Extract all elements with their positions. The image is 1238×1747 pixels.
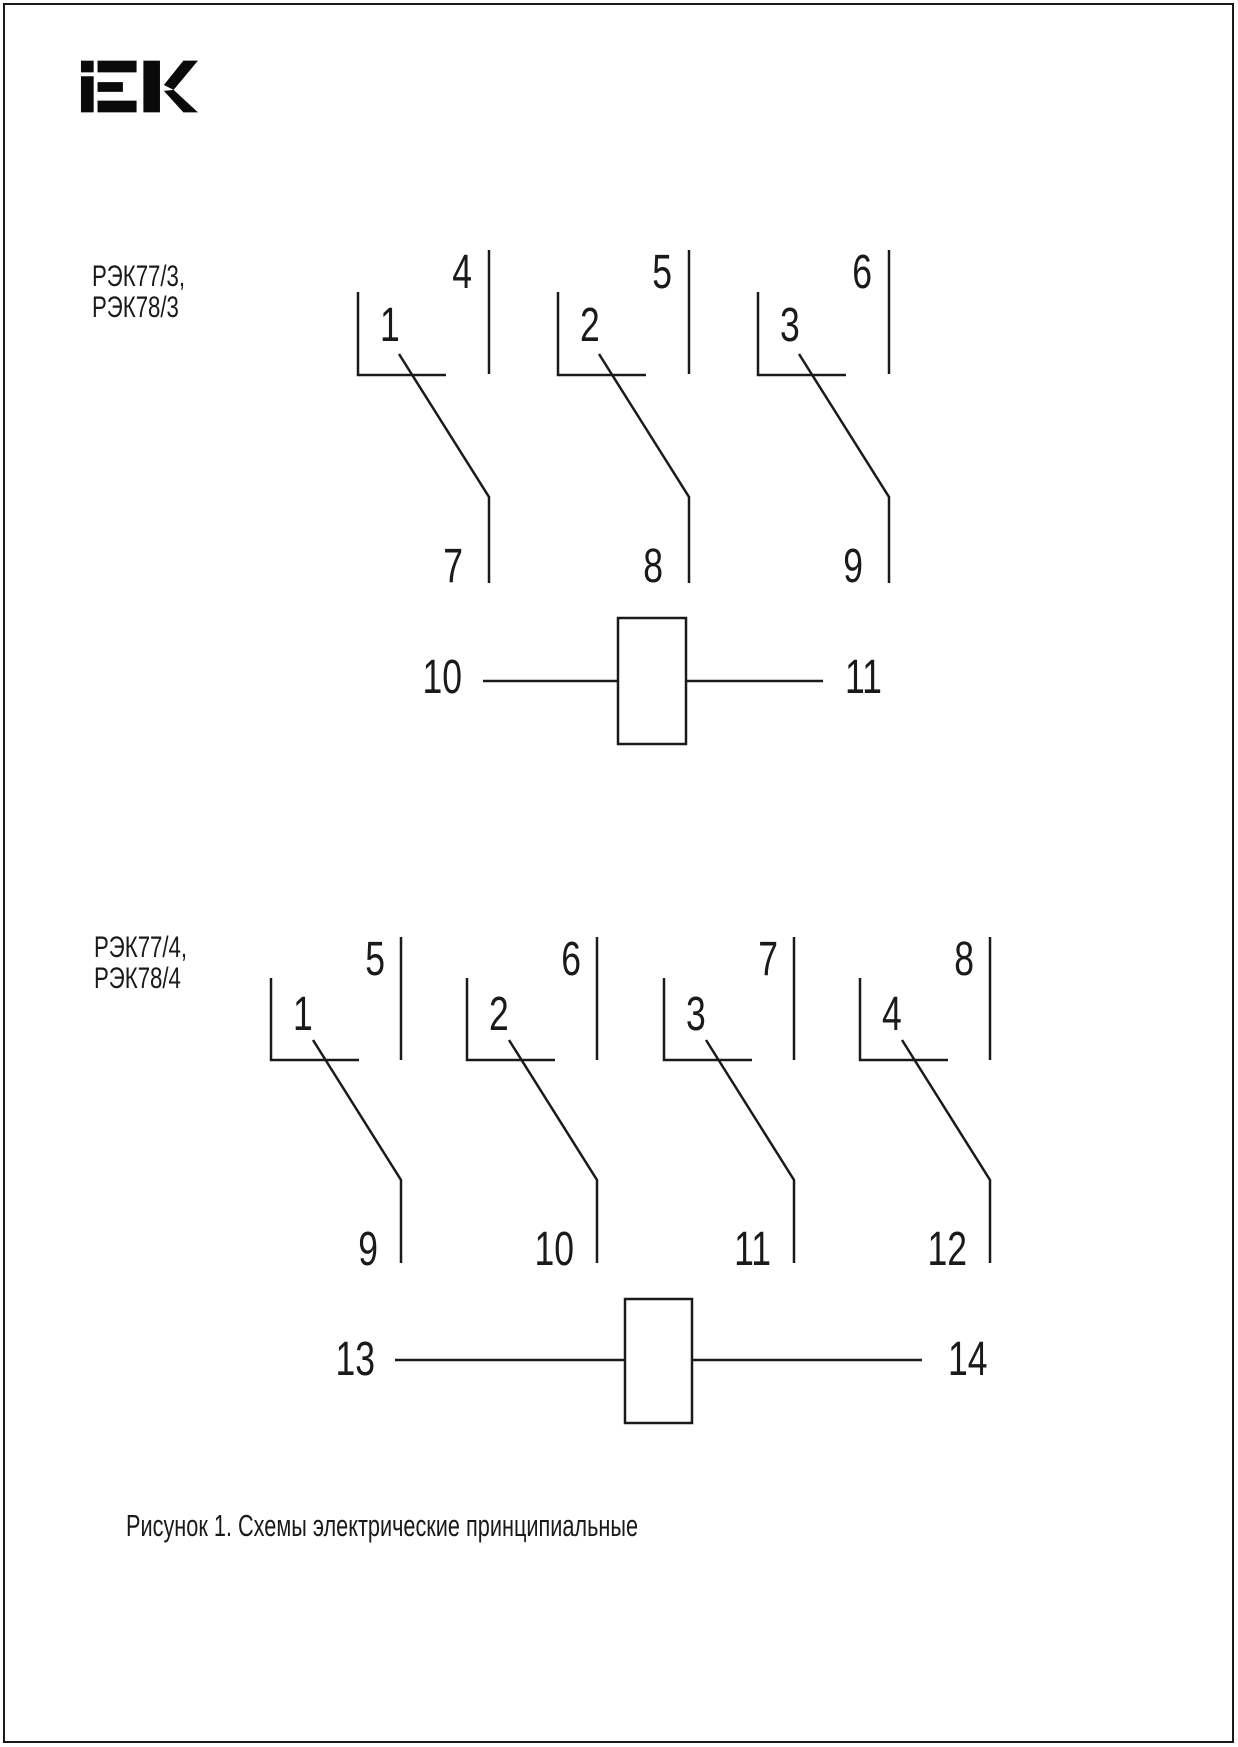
figure1-bottom-terminal-8: 8 bbox=[643, 540, 663, 593]
figure1-pole2-contact bbox=[558, 246, 689, 583]
figure1-model-label-line2: РЭК78/3 bbox=[92, 291, 179, 324]
figure1-common-terminal-1: 1 bbox=[380, 299, 400, 352]
figure2-top-terminal-8: 8 bbox=[954, 933, 974, 986]
figure2-common-terminal-4: 4 bbox=[882, 988, 902, 1041]
figure2-bottom-terminal-10: 10 bbox=[534, 1223, 574, 1276]
figure1-model-label bbox=[92, 261, 185, 323]
figure1-model-label-line1: РЭК77/3, bbox=[92, 260, 186, 293]
figure1-bottom-terminal-9: 9 bbox=[843, 540, 863, 593]
figure2-model-label bbox=[94, 932, 187, 994]
figure2-coil-terminal-14: 14 bbox=[948, 1333, 988, 1386]
figure2-bottom-terminal-11: 11 bbox=[734, 1223, 771, 1276]
figure2-model-label-line2: РЭК78/4 bbox=[94, 962, 181, 995]
figure1-pole1-contact bbox=[358, 246, 489, 583]
figure1-top-terminal-4: 4 bbox=[452, 246, 472, 299]
figure2-top-terminal-7: 7 bbox=[758, 933, 778, 986]
figure1-common-terminal-3: 3 bbox=[780, 299, 800, 352]
figure2-top-terminal-5: 5 bbox=[365, 933, 385, 986]
figure2-coil bbox=[395, 1299, 922, 1423]
figure2-model-label-line1: РЭК77/4, bbox=[94, 931, 188, 964]
figure2-coil-terminal-13: 13 bbox=[335, 1333, 375, 1386]
figure2-common-terminal-3: 3 bbox=[686, 988, 706, 1041]
figure2-bottom-terminal-9: 9 bbox=[358, 1223, 378, 1276]
figure2-top-terminal-6: 6 bbox=[561, 933, 581, 986]
figure-caption: Рисунок 1. Схемы электрические принципиальные bbox=[126, 1508, 639, 1543]
figure1-top-terminal-5: 5 bbox=[652, 246, 672, 299]
figure1-bottom-terminal-7: 7 bbox=[443, 540, 463, 593]
figure1-pole3-contact bbox=[758, 246, 889, 583]
figure1-common-terminal-2: 2 bbox=[580, 299, 600, 352]
figure1-top-terminal-6: 6 bbox=[852, 246, 872, 299]
figure1-coil-terminal-10: 10 bbox=[422, 651, 462, 704]
figure2-common-terminal-1: 1 bbox=[293, 988, 313, 1041]
figure1-coil bbox=[483, 618, 823, 744]
figure1-coil-terminal-11: 11 bbox=[845, 651, 882, 704]
figure2-common-terminal-2: 2 bbox=[489, 988, 509, 1041]
figure2-bottom-terminal-12: 12 bbox=[927, 1223, 967, 1276]
